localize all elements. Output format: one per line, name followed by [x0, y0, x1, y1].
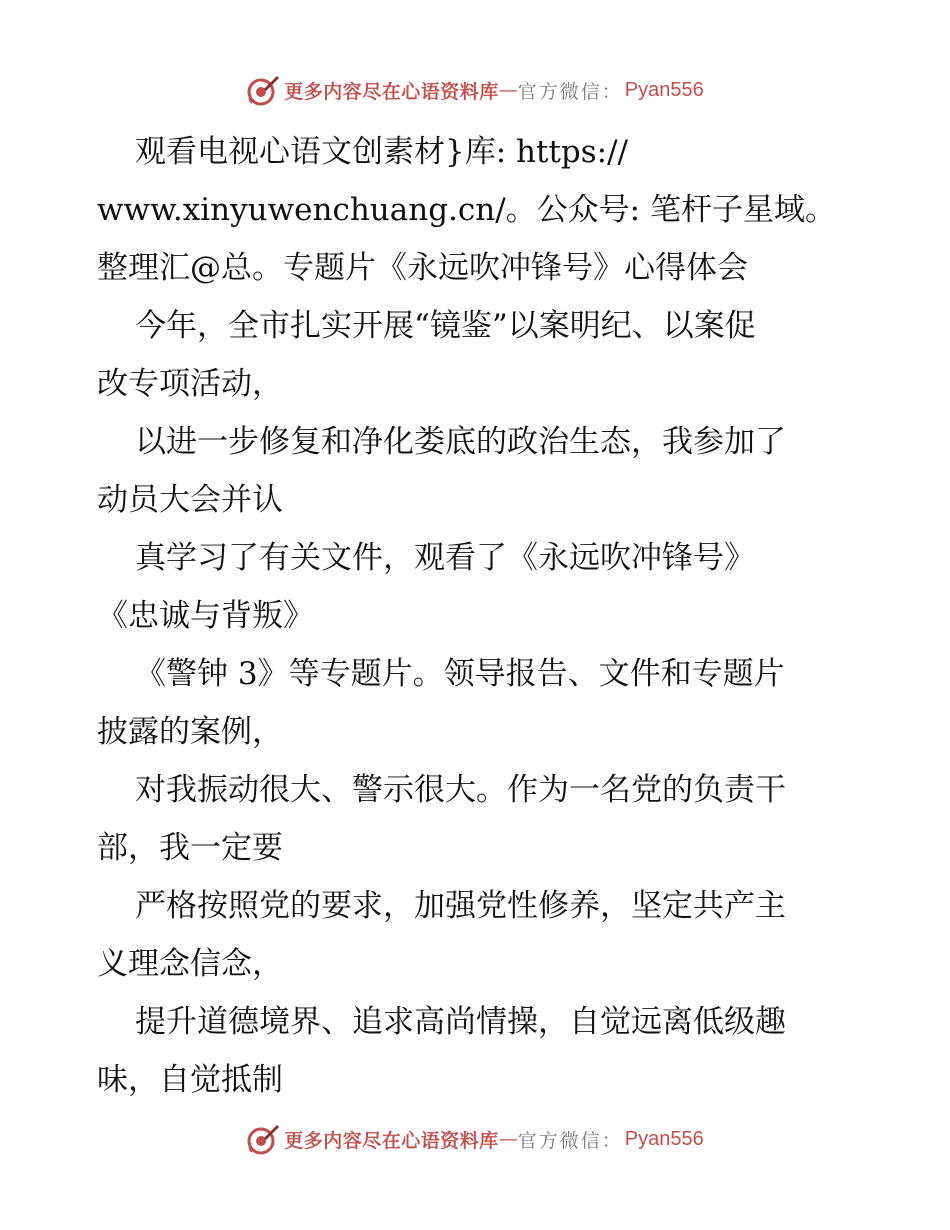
text-line: 观看电视心语文创素材}库: https://: [135, 134, 628, 170]
text-line: www.xinyuwenchuang.cn/。公众号: 笔杆子星域。: [97, 192, 836, 228]
banner-separator: —: [498, 79, 518, 101]
text-line: 严格按照党的要求，加强党性修养，坚定共产主: [135, 888, 786, 924]
header-watermark: [0, 70, 950, 110]
banner-wechat-id: Pyan556: [624, 1127, 704, 1150]
text-line: 《忠诚与背叛》: [97, 598, 314, 634]
text-line: 部，我一定要: [97, 830, 283, 866]
banner-wechat-id: Pyan556: [624, 78, 704, 101]
text-line: 动员大会并认: [97, 482, 283, 518]
pen-logo-icon: [246, 1122, 280, 1156]
text-line: 对我振动很大、警示很大。作为一名党的负责干: [135, 772, 786, 808]
banner-wechat-label: 官方微信：: [517, 80, 623, 103]
document-body: [97, 123, 857, 1109]
banner-wechat-label: 官方微信：: [517, 1129, 623, 1152]
pen-logo-icon: [246, 73, 280, 107]
text-line: 改专项活动，: [97, 366, 283, 402]
banner-separator: —: [498, 1128, 518, 1150]
text-line: 义理念信念，: [97, 946, 283, 982]
text-line: 《警钟 3》等专题片。领导报告、文件和专题片: [135, 656, 785, 692]
banner-main-text: 更多内容尽在心语资料库: [284, 1129, 499, 1152]
text-line: 提升道德境界、追求高尚情操，自觉远离低级趣: [135, 1004, 786, 1040]
text-line: 披露的案例，: [97, 714, 283, 750]
text-line: 味，自觉抵制: [97, 1062, 283, 1098]
text-line: 今年，全市扎实开展“镜鉴”以案明纪、以案促: [135, 308, 756, 344]
text-line: 以进一步修复和净化娄底的政治生态，我参加了: [135, 424, 786, 460]
footer-watermark: [0, 1119, 950, 1159]
text-line: 整理汇@总。专题片《永远吹冲锋号》心得体会: [97, 250, 748, 286]
banner-main-text: 更多内容尽在心语资料库: [284, 80, 499, 103]
text-line: 真学习了有关文件，观看了《永远吹冲锋号》: [135, 540, 755, 576]
